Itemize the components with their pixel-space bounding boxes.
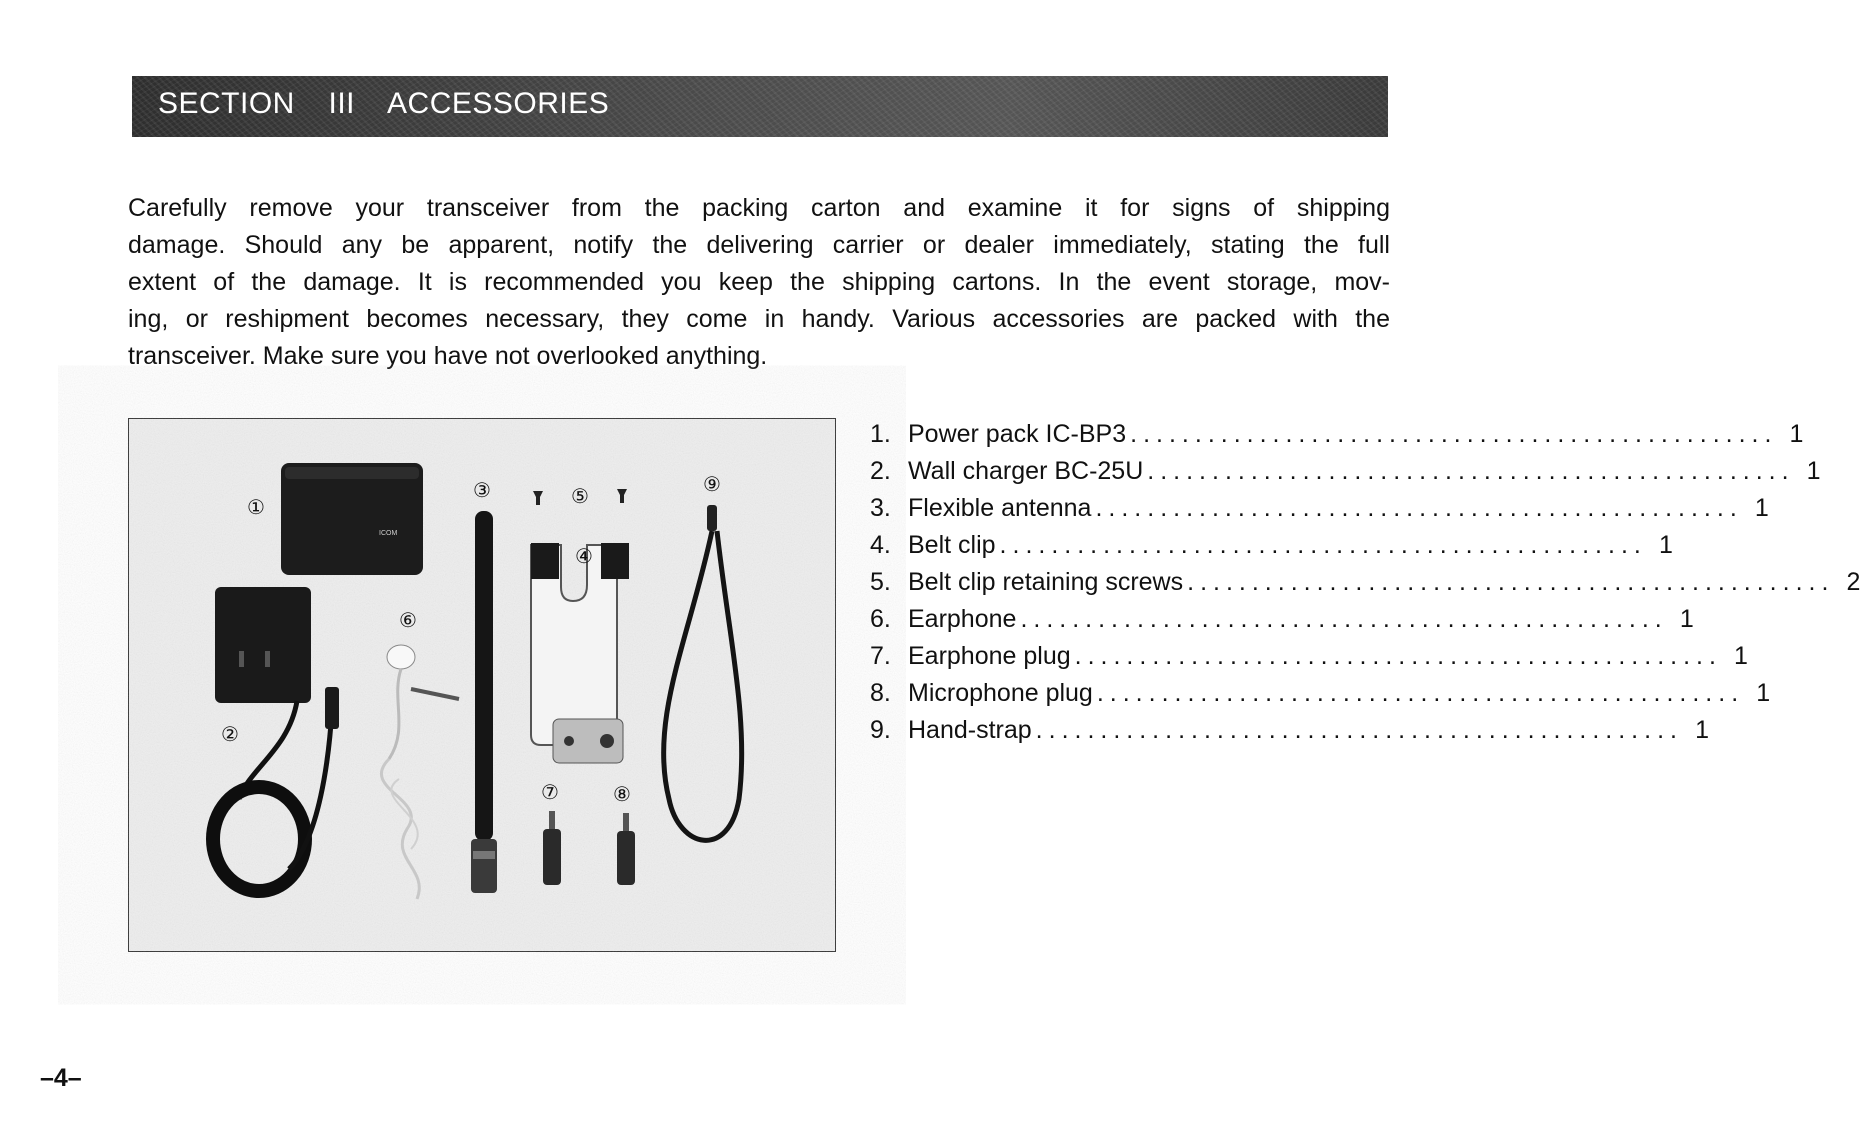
dot-leader: .................................................. bbox=[999, 531, 1647, 559]
list-item bbox=[870, 453, 1821, 490]
list-item bbox=[870, 638, 1748, 675]
dot-leader: .................................................. bbox=[1147, 457, 1795, 485]
marker-1: ① bbox=[247, 495, 265, 519]
item-number: 7. bbox=[870, 642, 891, 670]
item-number: 1. bbox=[870, 420, 891, 448]
dot-leader: .................................................. bbox=[1074, 642, 1722, 670]
item-quantity: 1 bbox=[1789, 420, 1804, 448]
intro-paragraph bbox=[128, 190, 1390, 375]
dot-leader: .................................................. bbox=[1095, 494, 1743, 522]
marker-9: ⑨ bbox=[703, 472, 721, 496]
item-quantity: 1 bbox=[1756, 679, 1771, 707]
item-number: 4. bbox=[870, 531, 891, 559]
item-number: 9. bbox=[870, 716, 891, 744]
power-pack-brand: ICOM bbox=[379, 530, 398, 537]
dot-leader: .................................................. bbox=[1020, 605, 1668, 633]
section-header-bar bbox=[132, 76, 1388, 137]
list-item bbox=[870, 416, 1804, 453]
intro-line: transceiver. Make sure you have not overlooked anything. bbox=[128, 342, 768, 370]
marker-7: ⑦ bbox=[541, 780, 559, 804]
item-quantity: 2 bbox=[1846, 568, 1860, 596]
accessories-illustration bbox=[129, 419, 835, 951]
section-title: SECTION III ACCESSORIES bbox=[158, 87, 610, 120]
item-name: Wall charger BC-25U bbox=[908, 457, 1144, 485]
list-item bbox=[870, 527, 1673, 564]
list-item bbox=[870, 601, 1694, 638]
item-name: Power pack IC-BP3 bbox=[908, 420, 1127, 448]
item-name: Earphone bbox=[908, 605, 1017, 633]
intro-line: extent of the damage. It is recommended you keep the shipping cartons. In the event storage, mov- bbox=[128, 268, 1390, 296]
intro-line: ing, or reshipment becomes necessary, they come in handy. Various accessories are packed with the bbox=[128, 305, 1390, 333]
marker-4: ④ bbox=[575, 544, 593, 568]
item-quantity: 1 bbox=[1806, 457, 1821, 485]
list-item bbox=[870, 490, 1769, 527]
item-name: Hand-strap bbox=[908, 716, 1032, 744]
dot-leader: .................................................. bbox=[1035, 716, 1683, 744]
item-number: 3. bbox=[870, 494, 891, 522]
intro-line: damage. Should any be apparent, notify the delivering carrier or dealer immediately, stating the full bbox=[128, 231, 1390, 259]
item-number: 5. bbox=[870, 568, 891, 596]
intro-line: Carefully remove your transceiver from the packing carton and examine it for signs of shipping bbox=[128, 194, 1390, 222]
item-name: Earphone plug bbox=[908, 642, 1071, 670]
accessories-photo bbox=[128, 418, 836, 952]
page-number: –4– bbox=[40, 1064, 82, 1092]
list-item bbox=[870, 675, 1771, 712]
item-quantity: 1 bbox=[1695, 716, 1709, 744]
item-quantity: 1 bbox=[1754, 494, 1769, 522]
item-number: 8. bbox=[870, 679, 891, 707]
list-item bbox=[870, 564, 1860, 601]
item-number: 2. bbox=[870, 457, 891, 485]
marker-6: ⑥ bbox=[399, 608, 417, 632]
power-pack-image bbox=[281, 463, 423, 575]
item-quantity: 1 bbox=[1734, 642, 1748, 670]
item-quantity: 1 bbox=[1658, 531, 1673, 559]
accessories-list bbox=[870, 416, 1860, 749]
list-item bbox=[870, 712, 1709, 749]
marker-3: ③ bbox=[473, 478, 491, 502]
item-name: Microphone plug bbox=[908, 679, 1093, 707]
dot-leader: .................................................. bbox=[1130, 420, 1778, 448]
item-name: Belt clip retaining screws bbox=[908, 568, 1184, 596]
item-number: 6. bbox=[870, 605, 891, 633]
marker-8: ⑧ bbox=[613, 782, 631, 806]
item-name: Belt clip bbox=[908, 531, 996, 559]
marker-2: ② bbox=[221, 722, 239, 746]
item-quantity: 1 bbox=[1679, 605, 1694, 633]
marker-5: ⑤ bbox=[571, 484, 589, 508]
dot-leader: .................................................. bbox=[1187, 568, 1835, 596]
item-name: Flexible antenna bbox=[908, 494, 1092, 522]
dot-leader: .................................................. bbox=[1096, 679, 1745, 707]
